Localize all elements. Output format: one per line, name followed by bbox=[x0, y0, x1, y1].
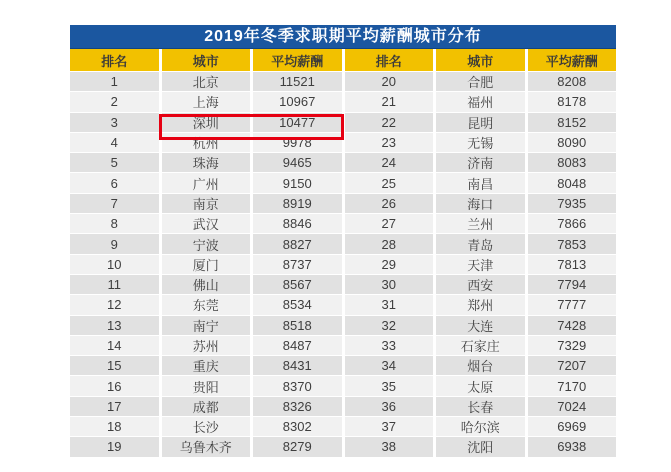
table-cell-city-right-row-10: 天津 bbox=[436, 255, 525, 274]
table-cell-rank-right-row-3: 22 bbox=[345, 113, 434, 132]
table-cell-rank-right-row-2: 21 bbox=[345, 92, 434, 111]
table-cell-salary-left-row-16: 8370 bbox=[253, 376, 342, 395]
table-cell-salary-left-row-2: 10967 bbox=[253, 92, 342, 111]
table-cell-salary-left-row-14: 8487 bbox=[253, 336, 342, 355]
table-cell-rank-right-row-10: 29 bbox=[345, 255, 434, 274]
table-cell-salary-right-row-6: 8048 bbox=[528, 173, 617, 192]
table-cell-city-right-row-7: 海口 bbox=[436, 194, 525, 213]
table-cell-city-left-row-16: 贵阳 bbox=[162, 376, 251, 395]
table-cell-city-right-row-15: 烟台 bbox=[436, 356, 525, 375]
column-header-salary-right: 平均薪酬 bbox=[528, 49, 617, 71]
table-cell-city-right-row-1: 合肥 bbox=[436, 72, 525, 91]
table-cell-rank-right-row-5: 24 bbox=[345, 153, 434, 172]
table-cell-city-left-row-17: 成都 bbox=[162, 397, 251, 416]
table-cell-salary-left-row-5: 9465 bbox=[253, 153, 342, 172]
table-cell-salary-left-row-8: 8846 bbox=[253, 214, 342, 233]
table-cell-city-left-row-5: 珠海 bbox=[162, 153, 251, 172]
table-cell-salary-right-row-9: 7853 bbox=[528, 234, 617, 253]
column-header-city-right: 城市 bbox=[436, 49, 525, 71]
column-header-city-left: 城市 bbox=[162, 49, 251, 71]
table-cell-salary-right-row-10: 7813 bbox=[528, 255, 617, 274]
table-cell-city-right-row-2: 福州 bbox=[436, 92, 525, 111]
table-cell-city-left-row-14: 苏州 bbox=[162, 336, 251, 355]
table-cell-salary-left-row-7: 8919 bbox=[253, 194, 342, 213]
table-cell-city-left-row-12: 东莞 bbox=[162, 295, 251, 314]
table-cell-city-left-row-4: 杭州 bbox=[162, 133, 251, 152]
table-cell-rank-right-row-18: 37 bbox=[345, 417, 434, 436]
table-cell-rank-left-row-10: 10 bbox=[70, 255, 159, 274]
table-cell-salary-left-row-17: 8326 bbox=[253, 397, 342, 416]
table-grid bbox=[70, 49, 616, 457]
table-cell-rank-right-row-17: 36 bbox=[345, 397, 434, 416]
table-cell-city-right-row-8: 兰州 bbox=[436, 214, 525, 233]
table-cell-rank-right-row-12: 31 bbox=[345, 295, 434, 314]
table-cell-city-right-row-4: 无锡 bbox=[436, 133, 525, 152]
table-cell-rank-left-row-15: 15 bbox=[70, 356, 159, 375]
table-cell-salary-right-row-14: 7329 bbox=[528, 336, 617, 355]
column-header-salary-left: 平均薪酬 bbox=[253, 49, 342, 71]
table-cell-salary-right-row-16: 7170 bbox=[528, 376, 617, 395]
table-cell-city-left-row-18: 长沙 bbox=[162, 417, 251, 436]
table-cell-salary-left-row-1: 11521 bbox=[253, 72, 342, 91]
table-cell-rank-left-row-3: 3 bbox=[70, 113, 159, 132]
table-cell-salary-left-row-6: 9150 bbox=[253, 173, 342, 192]
table-cell-rank-left-row-1: 1 bbox=[70, 72, 159, 91]
table-cell-city-right-row-3: 昆明 bbox=[436, 113, 525, 132]
table-cell-rank-left-row-13: 13 bbox=[70, 316, 159, 335]
table-cell-salary-left-row-18: 8302 bbox=[253, 417, 342, 436]
table-cell-salary-left-row-9: 8827 bbox=[253, 234, 342, 253]
table-cell-city-right-row-5: 济南 bbox=[436, 153, 525, 172]
table-cell-rank-right-row-16: 35 bbox=[345, 376, 434, 395]
table-cell-salary-right-row-19: 6938 bbox=[528, 437, 617, 456]
table-cell-rank-right-row-15: 34 bbox=[345, 356, 434, 375]
table-cell-salary-left-row-19: 8279 bbox=[253, 437, 342, 456]
table-cell-city-left-row-11: 佛山 bbox=[162, 275, 251, 294]
table-cell-rank-left-row-19: 19 bbox=[70, 437, 159, 456]
table-cell-city-right-row-13: 大连 bbox=[436, 316, 525, 335]
table-cell-rank-right-row-11: 30 bbox=[345, 275, 434, 294]
table-cell-salary-left-row-12: 8534 bbox=[253, 295, 342, 314]
table-cell-city-right-row-12: 郑州 bbox=[436, 295, 525, 314]
table-cell-city-left-row-15: 重庆 bbox=[162, 356, 251, 375]
table-cell-city-left-row-13: 南宁 bbox=[162, 316, 251, 335]
table-cell-rank-left-row-9: 9 bbox=[70, 234, 159, 253]
salary-table bbox=[70, 25, 616, 457]
table-cell-salary-left-row-10: 8737 bbox=[253, 255, 342, 274]
column-header-rank-right: 排名 bbox=[345, 49, 434, 71]
table-cell-rank-left-row-6: 6 bbox=[70, 173, 159, 192]
table-cell-rank-left-row-2: 2 bbox=[70, 92, 159, 111]
table-cell-rank-left-row-7: 7 bbox=[70, 194, 159, 213]
column-header-rank-left: 排名 bbox=[70, 49, 159, 71]
table-cell-salary-left-row-15: 8431 bbox=[253, 356, 342, 375]
table-title: 2019年冬季求职期平均薪酬城市分布 bbox=[70, 25, 616, 49]
table-cell-rank-right-row-9: 28 bbox=[345, 234, 434, 253]
table-cell-city-left-row-6: 广州 bbox=[162, 173, 251, 192]
table-cell-rank-left-row-11: 11 bbox=[70, 275, 159, 294]
table-cell-salary-right-row-12: 7777 bbox=[528, 295, 617, 314]
table-cell-salary-left-row-4: 9978 bbox=[253, 133, 342, 152]
table-cell-rank-right-row-4: 23 bbox=[345, 133, 434, 152]
table-cell-city-left-row-9: 宁波 bbox=[162, 234, 251, 253]
table-cell-city-right-row-19: 沈阳 bbox=[436, 437, 525, 456]
table-cell-rank-right-row-19: 38 bbox=[345, 437, 434, 456]
table-cell-city-right-row-6: 南昌 bbox=[436, 173, 525, 192]
table-cell-salary-right-row-5: 8083 bbox=[528, 153, 617, 172]
table-cell-city-right-row-14: 石家庄 bbox=[436, 336, 525, 355]
table-cell-rank-left-row-5: 5 bbox=[70, 153, 159, 172]
table-cell-city-right-row-16: 太原 bbox=[436, 376, 525, 395]
table-cell-salary-right-row-3: 8152 bbox=[528, 113, 617, 132]
table-cell-salary-right-row-15: 7207 bbox=[528, 356, 617, 375]
table-cell-salary-right-row-7: 7935 bbox=[528, 194, 617, 213]
table-cell-rank-right-row-1: 20 bbox=[345, 72, 434, 91]
table-cell-rank-right-row-8: 27 bbox=[345, 214, 434, 233]
table-cell-rank-left-row-12: 12 bbox=[70, 295, 159, 314]
table-cell-salary-right-row-18: 6969 bbox=[528, 417, 617, 436]
table-cell-city-left-row-10: 厦门 bbox=[162, 255, 251, 274]
table-cell-rank-left-row-17: 17 bbox=[70, 397, 159, 416]
table-cell-rank-left-row-18: 18 bbox=[70, 417, 159, 436]
table-cell-salary-right-row-8: 7866 bbox=[528, 214, 617, 233]
table-cell-salary-right-row-17: 7024 bbox=[528, 397, 617, 416]
table-cell-city-left-row-8: 武汉 bbox=[162, 214, 251, 233]
table-cell-salary-right-row-11: 7794 bbox=[528, 275, 617, 294]
table-cell-salary-right-row-13: 7428 bbox=[528, 316, 617, 335]
table-cell-rank-left-row-14: 14 bbox=[70, 336, 159, 355]
table-cell-salary-right-row-4: 8090 bbox=[528, 133, 617, 152]
table-cell-salary-left-row-3: 10477 bbox=[253, 113, 342, 132]
table-cell-city-left-row-19: 乌鲁木齐 bbox=[162, 437, 251, 456]
table-cell-rank-left-row-16: 16 bbox=[70, 376, 159, 395]
table-cell-city-left-row-3: 深圳 bbox=[162, 113, 251, 132]
table-cell-rank-right-row-6: 25 bbox=[345, 173, 434, 192]
table-cell-city-right-row-17: 长春 bbox=[436, 397, 525, 416]
table-cell-salary-left-row-11: 8567 bbox=[253, 275, 342, 294]
table-cell-city-left-row-2: 上海 bbox=[162, 92, 251, 111]
table-cell-city-right-row-11: 西安 bbox=[436, 275, 525, 294]
table-cell-rank-left-row-4: 4 bbox=[70, 133, 159, 152]
table-cell-rank-right-row-7: 26 bbox=[345, 194, 434, 213]
table-cell-city-left-row-1: 北京 bbox=[162, 72, 251, 91]
table-cell-city-left-row-7: 南京 bbox=[162, 194, 251, 213]
table-cell-salary-right-row-1: 8208 bbox=[528, 72, 617, 91]
table-cell-rank-right-row-13: 32 bbox=[345, 316, 434, 335]
table-cell-rank-left-row-8: 8 bbox=[70, 214, 159, 233]
table-cell-city-right-row-9: 青岛 bbox=[436, 234, 525, 253]
table-cell-rank-right-row-14: 33 bbox=[345, 336, 434, 355]
table-cell-city-right-row-18: 哈尔滨 bbox=[436, 417, 525, 436]
table-cell-salary-right-row-2: 8178 bbox=[528, 92, 617, 111]
table-cell-salary-left-row-13: 8518 bbox=[253, 316, 342, 335]
